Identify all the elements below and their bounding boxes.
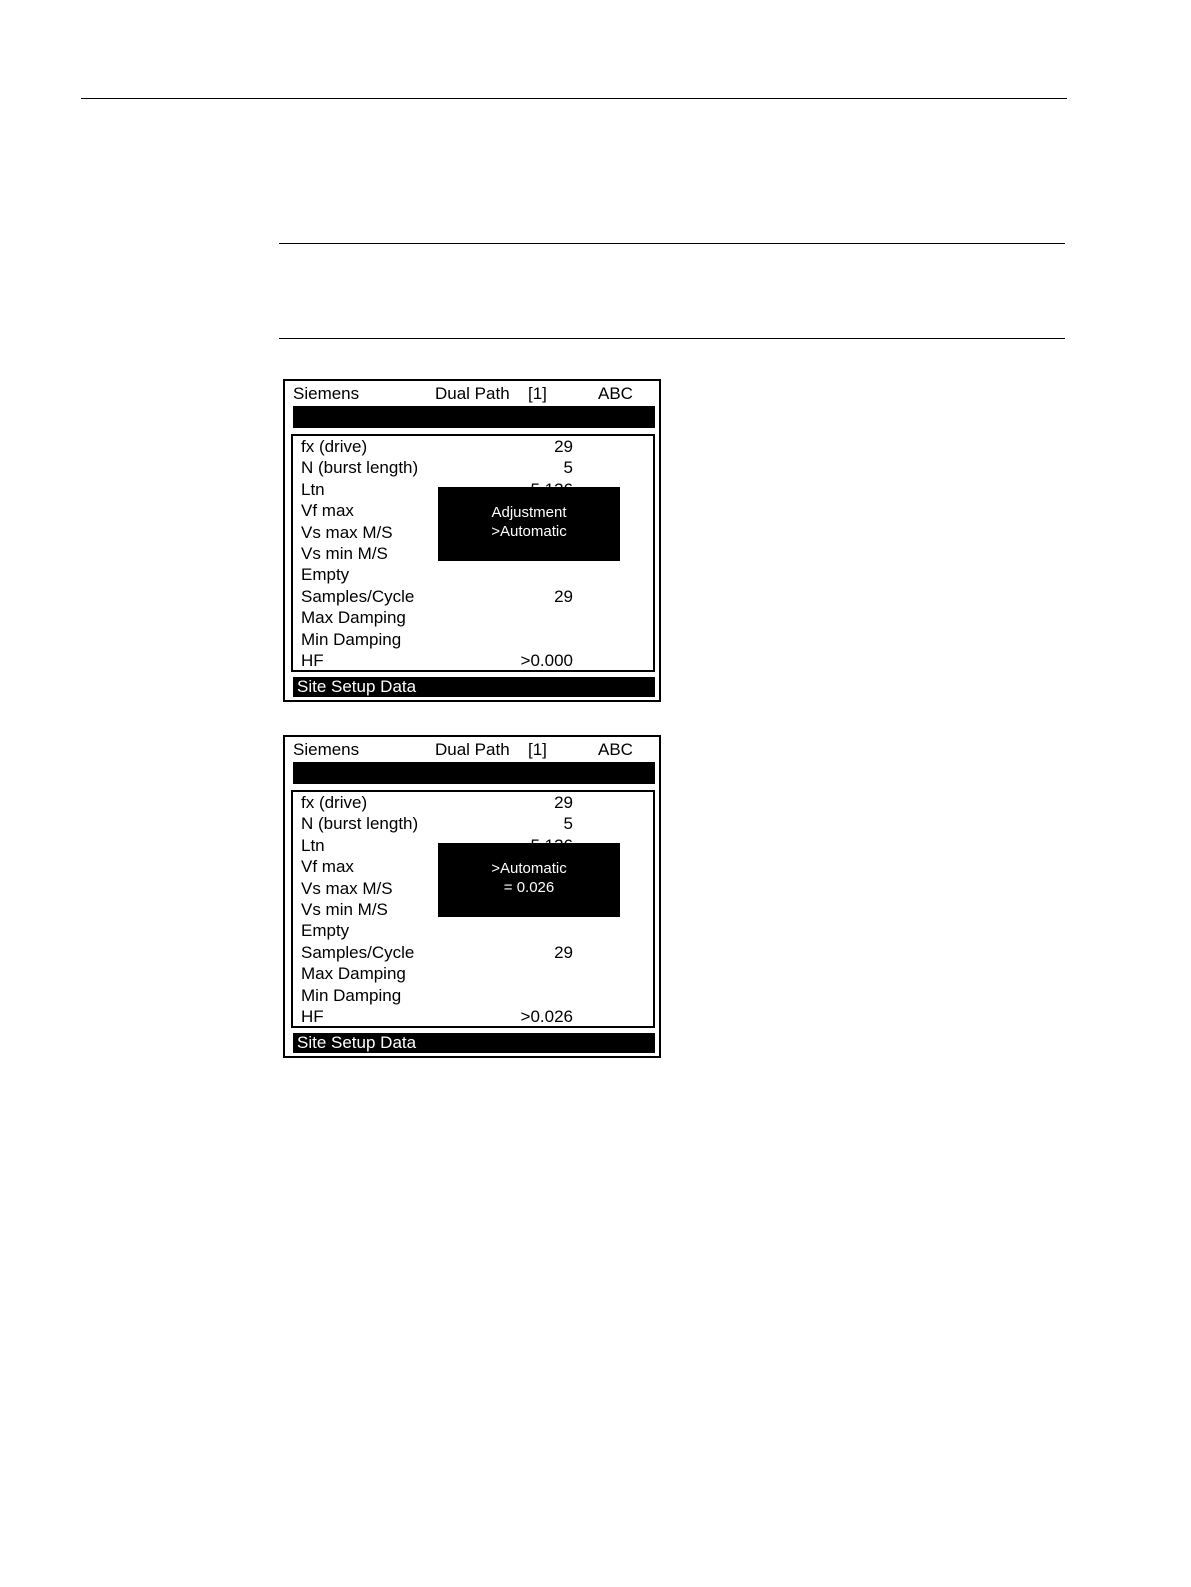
list-item[interactable] [293, 650, 653, 671]
list-item[interactable] [293, 457, 653, 478]
item-label: HF [301, 1007, 324, 1026]
item-label: HF [301, 651, 324, 670]
item-label: Ltn [301, 479, 325, 499]
item-label: Max Damping [301, 608, 406, 628]
item-label: Empty [301, 565, 350, 585]
list-item[interactable] [293, 607, 653, 628]
item-value: 5 [563, 814, 573, 834]
footer-label: Site Setup Data [297, 1033, 417, 1052]
item-label: N (burst length) [301, 458, 419, 478]
item-label: Min Damping [301, 629, 402, 649]
list-item[interactable] [293, 813, 653, 834]
list-item[interactable] [293, 963, 653, 984]
automatic-result-popup[interactable] [438, 843, 620, 917]
footer-label: Site Setup Data [297, 677, 417, 696]
header-brand: Siemens [293, 740, 360, 759]
popup-line-1: >Automatic [491, 860, 567, 877]
section-rule-top [279, 243, 1065, 244]
list-item[interactable] [293, 629, 653, 650]
item-value: >0.000 [520, 651, 573, 670]
list-item[interactable] [293, 985, 653, 1006]
list-item[interactable] [293, 586, 653, 607]
item-label: Ltn [301, 835, 325, 855]
item-value: 29 [554, 437, 573, 456]
item-label: Max Damping [301, 964, 406, 984]
item-label: Vs max M/S [301, 878, 393, 898]
item-value: 29 [554, 586, 573, 606]
popup-line-2: = 0.026 [503, 879, 555, 896]
footer-bar [293, 677, 655, 697]
header-channel: [1] [528, 740, 547, 759]
item-label: Vf max [301, 857, 354, 877]
item-label: Empty [301, 921, 350, 941]
highlight-bar [293, 762, 655, 784]
item-label: fx (drive) [301, 437, 368, 456]
item-label: Vs max M/S [301, 522, 393, 542]
header-mode: Dual Path [435, 740, 510, 759]
list-item[interactable] [293, 920, 653, 941]
header-mode: Dual Path [435, 384, 510, 403]
item-label: Samples/Cycle [301, 942, 415, 962]
footer-bar [293, 1033, 655, 1053]
list-item[interactable] [293, 792, 653, 813]
item-label: Vs min M/S [301, 544, 388, 563]
meter-display-screen-1 [283, 379, 661, 702]
item-label: Vs min M/S [301, 900, 388, 919]
header-brand: Siemens [293, 384, 360, 403]
item-value: 29 [554, 942, 573, 962]
item-label: fx (drive) [301, 793, 368, 812]
header-mode-label: ABC [598, 740, 633, 759]
list-item[interactable] [293, 942, 653, 963]
popup-line-1: Adjustment [491, 504, 567, 521]
popup-line-2: >Automatic [491, 523, 567, 540]
section-rule-bottom [279, 338, 1065, 339]
header-channel: [1] [528, 384, 547, 403]
item-label: N (burst length) [301, 814, 419, 834]
item-value: 29 [554, 793, 573, 812]
item-label: Samples/Cycle [301, 586, 415, 606]
item-value: >0.026 [520, 1007, 573, 1026]
item-label: Vf max [301, 501, 354, 521]
list-item[interactable] [293, 436, 653, 457]
header-mode-label: ABC [598, 384, 633, 403]
adjustment-popup[interactable] [438, 487, 620, 561]
list-item[interactable] [293, 1006, 653, 1027]
item-value: 5 [563, 458, 573, 478]
list-item[interactable] [293, 564, 653, 585]
highlight-bar [293, 406, 655, 428]
page-header-rule [81, 98, 1067, 99]
meter-display-screen-2 [283, 735, 661, 1058]
item-label: Min Damping [301, 985, 402, 1005]
